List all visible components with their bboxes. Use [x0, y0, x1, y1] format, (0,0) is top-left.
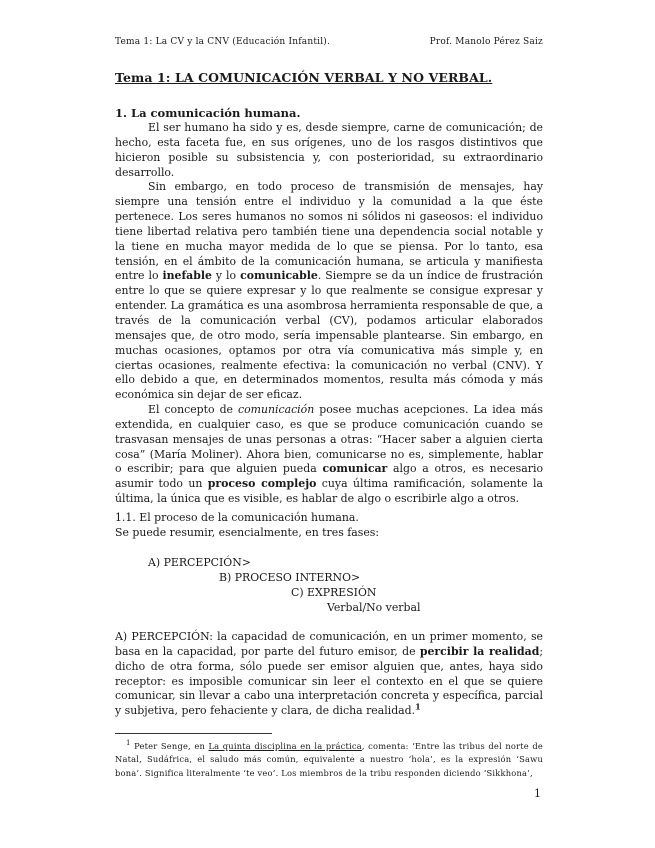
page-title: Tema 1: LA COMUNICACIÓN VERBAL Y NO VERBAL.	[115, 70, 493, 85]
text-run: posee muchas acepciones. La idea más extendida, en cualquier caso, es que se produce comunicación cuando se trasvasan mensajes de unas personas a otras: “Hacer saber a alguien cierta cosa” (María Moliner). Ahora bien, comunicarse no es, simplemente, hablar o escribir; para que alguien pueda	[115, 403, 544, 476]
subsection-heading: 1.1. El proceso de la comunicación humana.	[115, 511, 359, 524]
perception-paragraph	[115, 630, 543, 719]
text-run: Sin embargo, en todo proceso de transmisión de mensajes, hay siempre una tensión entre el individuo y la comunidad a la que éste pertenece. Los seres humanos no somos ni sólidos ni gaseosos: el individuo tiene libertad relativa pero también tiene una dependencia social notable y la tiene en mucha mayor medida de lo que se piensa. Por lo tanto, esa tensión, en el ámbito de la comunicación humana, se articula y manifiesta entre lo	[115, 180, 543, 283]
text-run: ; dicho de otra forma, sólo puede ser emisor alguien que, antes, haya sido receptor: es imposible comunicar sin leer el contexto en el que se quiere comunicar, sin llevar a cabo una interpretación concreta y específica, parcial y subjetiva, pero fehaciente y clara, de dicha realidad.	[115, 644, 543, 718]
book-title: La quinta disciplina en la práctica	[208, 741, 362, 751]
paragraph-3	[115, 403, 543, 507]
section-body	[115, 121, 543, 507]
bold-term-percibir: percibir la realidad	[419, 644, 540, 658]
text-run: , comenta: ‘Entre las tribus del norte de Natal, Sudáfrica, el saludo más común, equivalente a nuestro ‘hola’, es la expresión ‘Sawu bona’. Significa literalmente ‘te veo’. Los miembros de la tribu responden diciendo ‘Sikkhona’,	[115, 741, 543, 778]
phase-a: A) PERCEPCIÓN>	[148, 556, 251, 569]
phase-b: B) PROCESO INTERNO>	[219, 571, 361, 584]
footnote	[115, 740, 543, 780]
bold-term-proceso: proceso complejo	[207, 477, 317, 491]
text-run: cuya última ramificación, solamente la última, la única que es visible, es hablar de algo o escribirle algo a otros.	[115, 477, 543, 506]
footnote-number: 1	[126, 739, 131, 748]
italic-term: comunicación	[238, 403, 315, 417]
paragraph-2	[115, 180, 543, 403]
text-run: y lo	[211, 269, 241, 283]
phase-c: C) EXPRESIÓN	[291, 586, 377, 599]
running-header-left: Tema 1: La CV y la CNV (Educación Infantil).	[115, 37, 331, 47]
text-run: algo a otros, es necesario asumir todo un	[115, 462, 544, 491]
paragraph-1: El ser humano ha sido y es, desde siempre, carne de comunicación; de hecho, esta faceta fue, en sus orígenes, uno de los rasgos distintivos que hicieron posible su subsistencia y, con posterioridad, su extraordinario desarrollo.	[115, 121, 543, 179]
text-run: El concepto de	[148, 403, 238, 417]
subsection	[115, 511, 543, 541]
bold-term-comunicar: comunicar	[322, 462, 388, 476]
text-run: A) PERCEPCIÓN: la capacidad de comunicación, en un primer momento, se basa en la capacidad, por parte del futuro emisor, de	[115, 630, 543, 658]
footnote-ref[interactable]: 1	[415, 701, 421, 712]
bold-term-inefable: inefable	[162, 269, 212, 283]
subsection-intro: Se puede resumir, esencialmente, en tres fases:	[115, 525, 380, 539]
text-run: Peter Senge, en	[130, 741, 209, 751]
bold-term-comunicable: comunicable	[240, 269, 318, 283]
section-heading: 1. La comunicación humana.	[115, 106, 301, 120]
phase-c-sub: Verbal/No verbal	[327, 601, 421, 614]
text-run: . Siempre se da un índice de frustración entre lo que se quiere expresar y lo que realmente se consigue expresar y entender. La gramática es una asombrosa herramienta responsable de que, a través de la comunicación verbal (CV), podamos articular elaborados mensajes que, de otro modo, sería impensable plantearse. Sin embargo, en muchas ocasiones, optamos por otra vía comunicativa más simple y, en ciertas ocasiones, realmente efectiva: la comunicación no verbal (CNV). Y ello debido a que, en determinados momentos, resulta más cómoda y más económica sin dejar de ser eficaz.	[115, 269, 544, 402]
running-header-right: Prof. Manolo Pérez Saiz	[429, 37, 543, 47]
footnote-divider	[115, 733, 272, 734]
page-number: 1	[534, 787, 541, 800]
